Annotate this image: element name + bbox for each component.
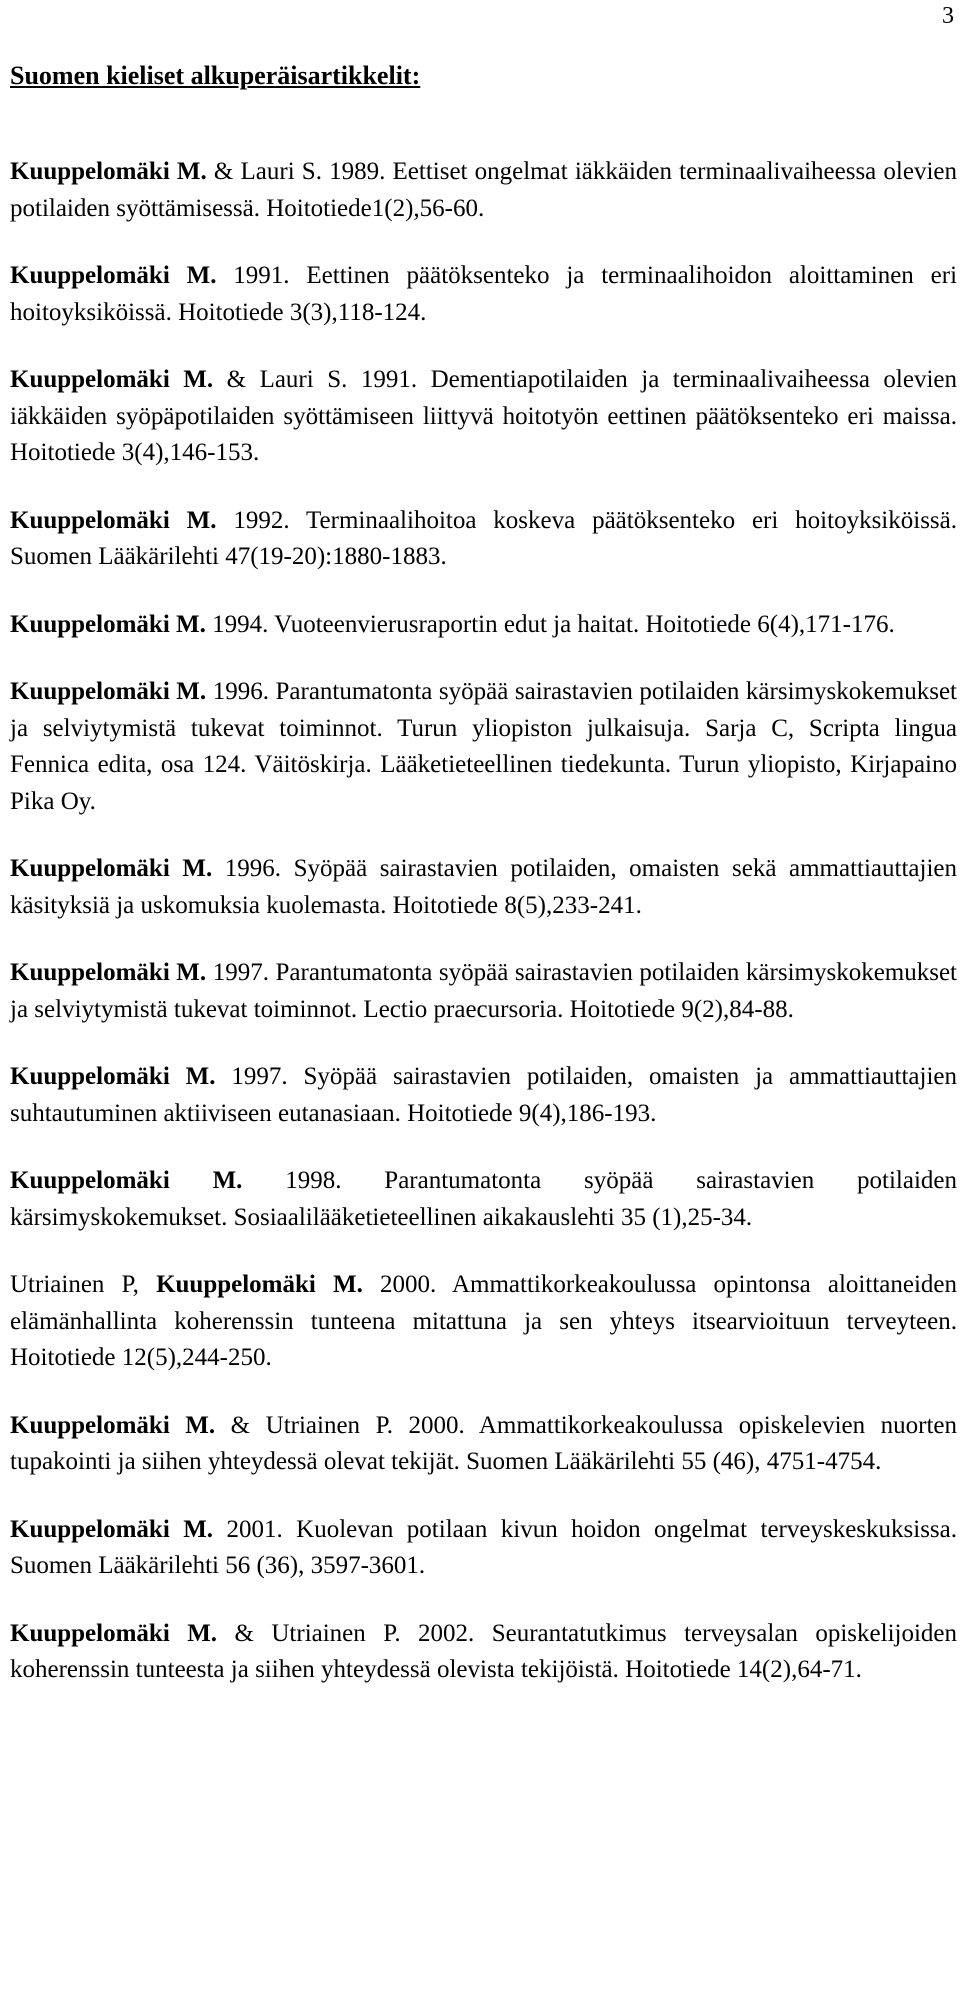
reference-entry [10, 503, 957, 576]
reference-entry [10, 955, 957, 1028]
reference-entry [10, 1267, 957, 1377]
reference-author: Kuuppelomäki M. [10, 959, 207, 986]
reference-author: Kuuppelomäki M. [10, 1063, 216, 1090]
reference-text: & Lauri S. 1991. Dementiapotilaiden ja terminaalivaiheessa olevien iäkkäiden syöpäpotilaiden syöttämiseen liittyvä hoitotyön eettinen päätöksenteko eri maissa. Hoitotiede 3(4),146-153. [10, 366, 957, 466]
reference-author: Kuuppelomäki M. [156, 1271, 363, 1298]
reference-author: Kuuppelomäki M. [10, 855, 213, 882]
reference-entry [10, 1059, 957, 1132]
reference-author: Kuuppelomäki M. [10, 610, 206, 638]
reference-text: 1991. Eettinen päätöksenteko ja terminaalihoidon aloittaminen eri hoitoyksiköissä. Hoitotiede 3(3),118-124. [10, 262, 958, 326]
reference-author: Kuuppelomäki M. [10, 506, 217, 534]
reference-entry [10, 154, 957, 227]
reference-author: Kuuppelomäki M. [10, 1515, 214, 1543]
reference-author: Kuuppelomäki M. [10, 1619, 218, 1647]
reference-author: Kuuppelomäki M. [10, 158, 207, 185]
reference-text: & Lauri S. 1989. Eettiset ongelmat iäkkäiden terminaalivaiheessa olevien potilaiden syöttämisessä. Hoitotiede1(2),56-60. [10, 158, 958, 222]
reference-text: 1998. Parantumatonta syöpää sairastavien potilaiden kärsimyskokemukset. Sosiaalilääketieteellinen aikakauslehti 35 (1),25-34. [10, 1167, 957, 1231]
reference-entry [10, 1512, 957, 1585]
reference-entry [10, 607, 957, 644]
reference-entry [10, 1408, 957, 1481]
reference-entry [10, 674, 957, 820]
reference-list [10, 154, 957, 1689]
reference-text: 1994. Vuoteenvierusraportin edut ja haitat. Hoitotiede 6(4),171-176. [205, 610, 895, 638]
reference-author: Kuuppelomäki M. [10, 366, 214, 393]
reference-author: Kuuppelomäki M. [10, 262, 217, 289]
reference-text: 1996. Syöpää sairastavien potilaiden, omaisten sekä ammattiauttajien käsityksiä ja uskomuksia kuolemasta. Hoitotiede 8(5),233-241. [10, 855, 957, 919]
reference-text: 1997. Syöpää sairastavien potilaiden, omaisten ja ammattiauttajien suhtautuminen aktiiviseen eutanasiaan. Hoitotiede 9(4),186-193. [10, 1063, 957, 1127]
reference-author: Kuuppelomäki M. [10, 1411, 216, 1439]
reference-author: Kuuppelomäki M. [10, 1167, 243, 1194]
reference-entry [10, 362, 957, 472]
page-number: 3 [942, 3, 954, 29]
reference-text: 1996. Parantumatonta syöpää sairastavien potilaiden kärsimyskokemukset ja selviytymistä tukevat toiminnot. Turun yliopiston julkaisuja. Sarja C, Scripta lingua Fennica edita, osa 124. Väitöskirja. Lääketieteellinen tiedekunta. Turun yliopisto, Kirjapaino Pika Oy. [10, 678, 958, 815]
reference-entry [10, 258, 957, 331]
reference-entry [10, 1616, 957, 1689]
section-heading: Suomen kieliset alkuperäisartikkelit: [10, 61, 421, 90]
reference-entry [10, 851, 957, 924]
document-body [10, 58, 957, 1720]
reference-coauthor: Utriainen P, [10, 1271, 157, 1298]
reference-text: 1997. Parantumatonta syöpää sairastavien potilaiden kärsimyskokemukset ja selviytymistä tukevat toiminnot. Lectio praecursoria. Hoitotiede 9(2),84-88. [10, 959, 958, 1023]
reference-text: 2001. Kuolevan potilaan kivun hoidon ongelmat terveyskeskuksissa. Suomen Lääkärilehti 56 (36), 3597-3601. [10, 1515, 958, 1579]
reference-text: & Utriainen P. 2000. Ammattikorkeakoulussa opiskelevien nuorten tupakointi ja siihen yhteydessä olevat tekijät. Suomen Lääkärilehti 55 (46), 4751-4754. [10, 1411, 958, 1475]
reference-text: 1992. Terminaalihoitoa koskeva päätöksenteko eri hoitoyksiköissä. Suomen Lääkärilehti 47(19-20):1880-1883. [10, 506, 958, 570]
reference-text: 2000. Ammattikorkeakoulussa opintonsa aloittaneiden elämänhallinta koherenssin tunteena mitattuna ja sen yhteys itsearvioituun terveyteen. Hoitotiede 12(5),244-250. [10, 1271, 957, 1371]
reference-text: & Utriainen P. 2002. Seurantatutkimus terveysalan opiskelijoiden koherenssin tunteesta ja siihen yhteydessä olevista tekijöistä. Hoitotiede 14(2),64-71. [10, 1619, 958, 1683]
reference-author: Kuuppelomäki M. [10, 678, 207, 705]
reference-entry [10, 1163, 957, 1236]
